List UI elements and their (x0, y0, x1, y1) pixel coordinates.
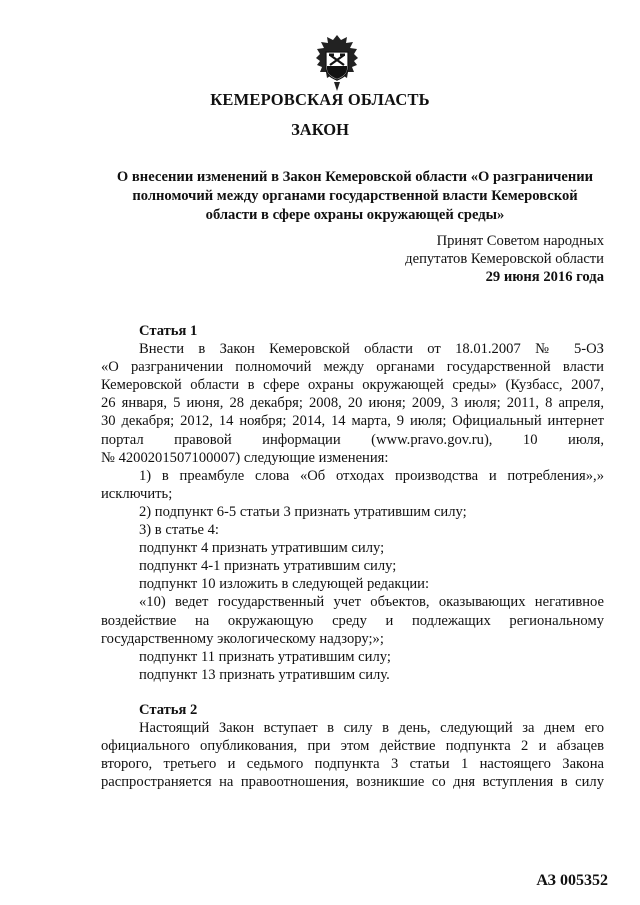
article-heading: Статья 1 (139, 323, 198, 339)
paragraph-line: подпункт 11 признать утратившим силу; (139, 648, 391, 665)
adoption-date: 29 июня 2016 года (485, 269, 604, 285)
paragraph-line: подпункт 10 изложить в следующей редакции: (139, 576, 430, 593)
adoption-line: депутатов Кемеровской области (405, 251, 604, 267)
paragraph-line: портал правовой информации (www.pravo.gov.ru), 10 июля, (101, 431, 604, 448)
law-subject-title (105, 168, 605, 225)
paragraph-line: воздействие на окружающую среду и подлежащих региональному (101, 612, 604, 629)
paragraph-line: «10) ведет государственный учет объектов, оказывающих негативное (139, 594, 604, 611)
adoption-note (405, 232, 604, 286)
coat-of-arms-emblem (312, 34, 362, 92)
paragraph-line: Кемеровской области в сфере охраны окружающей среды» (Кузбасс, 2007, (101, 377, 604, 394)
region-title: КЕМЕРОВСКАЯ ОБЛАСТЬ (210, 90, 430, 109)
paragraph-line: государственному экологическому надзору;»; (101, 630, 384, 647)
article-1 (101, 322, 604, 684)
paragraph-line: 2) подпункт 6-5 статьи 3 признать утратившим силу; (139, 503, 467, 520)
article-2 (101, 701, 604, 791)
paragraph-line: № 4200201507100007) следующие изменения: (101, 449, 389, 466)
paragraph-line: 30 декабря; 2012, 14 ноября; 2014, 14 марта, 9 июля; Официальный интернет (101, 413, 604, 430)
subject-line: области в сфере охраны окружающей среды» (205, 207, 505, 223)
paragraph-line: Настоящий Закон вступает в силу в день, следующий за днем его (139, 720, 604, 737)
adoption-line: Принят Советом народных (436, 233, 604, 249)
paragraph-line: подпункт 4-1 признать утратившим силу; (139, 558, 397, 575)
paragraph-line: «О разграничении полномочий между органами государственной власти (101, 359, 604, 376)
paragraph-line: распространяется на правоотношения, возникшие со дня вступления в силу (101, 774, 604, 791)
paragraph-line: подпункт 13 признать утратившим силу. (139, 666, 390, 683)
article-heading: Статья 2 (139, 702, 198, 718)
paragraph-line: 3) в статье 4: (139, 522, 219, 539)
paragraph-line: 1) в преамбуле слова «Об отходах производства и потребления»,» (139, 467, 604, 484)
subject-line: полномочий между органами государственной власти Кемеровской (132, 188, 578, 204)
paragraph-line: исключить; (101, 485, 173, 502)
paragraph-line: подпункт 4 признать утратившим силу; (139, 540, 385, 557)
paragraph-line: Внести в Закон Кемеровской области от 18.01.2007 № 5-ОЗ (139, 341, 604, 358)
document-type-title: ЗАКОН (291, 120, 349, 139)
paragraph-line: официального опубликования, при этом действие подпункта 2 и абзацев (101, 738, 604, 755)
paragraph-line: второго, третьего и седьмого подпункта 3 статьи 1 настоящего Закона (101, 756, 604, 773)
subject-line: О внесении изменений в Закон Кемеровской области «О разграничении (116, 169, 594, 185)
paragraph-line: 26 января, 5 июня, 28 декабря; 2008, 20 июня; 2009, 3 июля; 2011, 8 апреля, (101, 395, 604, 412)
serial-number-stamp: АЗ 005352 (536, 872, 608, 889)
